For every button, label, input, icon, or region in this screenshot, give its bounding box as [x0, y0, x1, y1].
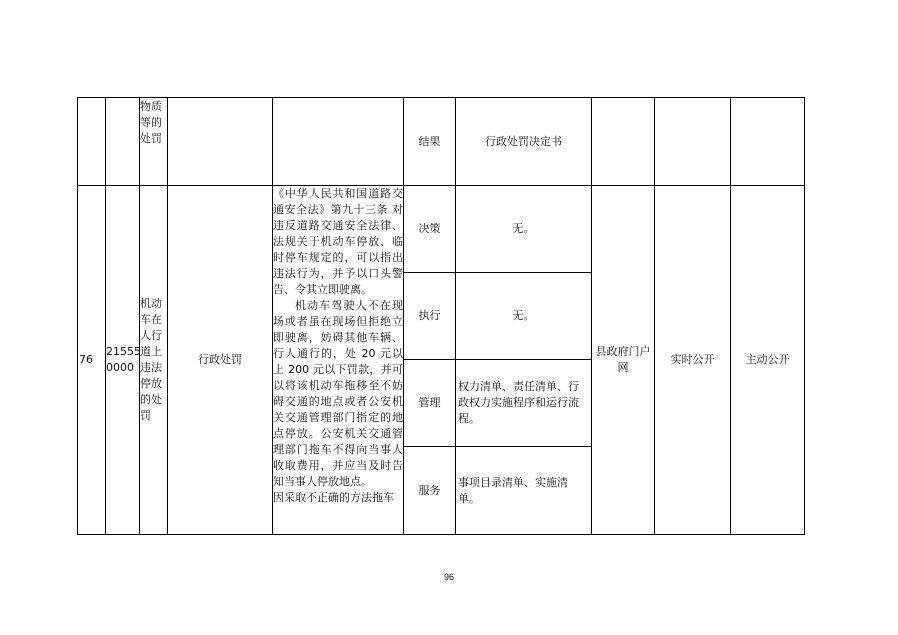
- stage-cell: 决策: [404, 186, 456, 273]
- stage-cell: 执行: [404, 273, 456, 360]
- content-cell: 无。: [456, 273, 592, 360]
- content-cell: 行政处罚决定书: [456, 98, 592, 186]
- stage-cell: 结果: [404, 98, 456, 186]
- basis-cell: [273, 98, 404, 186]
- code-cell: 21555 0000: [106, 186, 140, 535]
- item-name-cell: 机动车在人行道上违法停放的处罚: [140, 186, 168, 535]
- channel-cell: [592, 98, 655, 186]
- basis-paragraph: 机动车驾驶人不在现场或者虽在现场但拒绝立即驶离，妨碍其他车辆、行人通行的，处 20 元以上 200 元以下罚款，并可以将该机动车拖移至不妨碍交通的地点或者公安机关交通管理部门指定的地点停放。公安机关交通管理部门拖车不得向当事人收取费用，并应当及时告知当事人停放地点。: [273, 299, 403, 488]
- category-cell: 行政处罚: [168, 186, 273, 535]
- mode-cell: 主动公开: [731, 186, 805, 535]
- timing-cell: [655, 98, 731, 186]
- mode-cell: [731, 98, 805, 186]
- content-cell: 无。: [456, 186, 592, 273]
- disclosure-table: [77, 97, 805, 535]
- basis-paragraph: 因采取不正确的方法拖车: [273, 491, 394, 504]
- item-name-cell: 物质等的处罚: [140, 98, 168, 186]
- stage-cell: 服务: [404, 447, 456, 535]
- page-number: 96: [443, 572, 454, 582]
- stage-cell: 管理: [404, 360, 456, 447]
- code-cell: [106, 98, 140, 186]
- table-row: [78, 98, 805, 186]
- no-cell: 76: [78, 186, 106, 535]
- basis-cell: [273, 186, 404, 535]
- timing-cell: 实时公开: [655, 186, 731, 535]
- table-row: [78, 186, 805, 273]
- content-cell: 权力清单、责任清单、行政权力实施程序和运行流程。: [456, 360, 592, 447]
- channel-cell: 县政府门户网: [592, 186, 655, 535]
- content-cell: 事项目录清单、实施清单。: [456, 447, 592, 535]
- no-cell: [78, 98, 106, 186]
- category-cell: [168, 98, 273, 186]
- basis-paragraph: 《中华人民共和国道路交通安全法》第九十三条 对违反道路交通安全法律、法规关于机动车停放、临时停车规定的，可以指出违法行为，并予以口头警告、令其立即驶离。: [273, 187, 403, 296]
